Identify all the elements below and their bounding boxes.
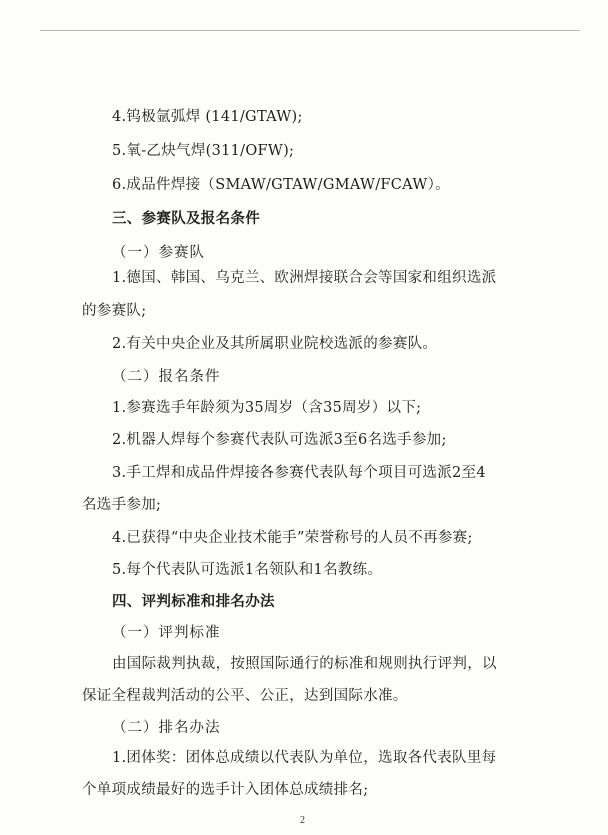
paragraph-line: 1.德国、韩国、乌克兰、欧洲焊接联合会等国家和组织选派 (112, 270, 497, 286)
paragraph-line: 个单项成绩最好的选手计入团体总成绩排名; (82, 782, 369, 798)
page-number: 2 (300, 815, 305, 826)
section-heading-judging: 四、评判标准和排名办法 (112, 594, 275, 610)
section-heading-teams: 三、参赛队及报名条件 (112, 211, 260, 227)
paragraph-line: 由国际裁判执裁，按照国际通行的标准和规则执行评判，以 (112, 656, 497, 672)
subheading-registration: （二）报名条件 (112, 369, 221, 385)
paragraph-line: 2.机器人焊每个参赛代表队可选派3至6名选手参加; (112, 432, 447, 448)
list-item-gtaw: 4.钨极氩弧焊 (141/GTAW); (112, 109, 303, 125)
paragraph-line: 的参赛队; (82, 303, 147, 319)
list-item-finished-welding: 6.成品件焊接（SMAW/GTAW/GMAW/FCAW）。 (112, 177, 450, 193)
list-item-ofw: 5.氧-乙炔气焊(311/OFW); (112, 143, 295, 159)
paragraph-line: 保证全程裁判活动的公平、公正，达到国际水准。 (82, 688, 408, 704)
subheading-ranking: （二）排名办法 (112, 720, 221, 736)
paragraph-line: 名选手参加; (82, 497, 162, 513)
paragraph-line: 1.团体奖：团体总成绩以代表队为单位，选取各代表队里每 (112, 750, 497, 766)
paragraph-line: 2.有关中央企业及其所属职业院校选派的参赛队。 (112, 336, 438, 352)
paragraph-line: 4.已获得“中央企业技术能手”荣誉称号的人员不再参赛; (112, 530, 473, 546)
header-rule (40, 30, 580, 31)
subheading-judging-standard: （一）评判标准 (112, 625, 221, 641)
paragraph-line: 1.参赛选手年龄须为35周岁（含35周岁）以下; (112, 400, 422, 416)
subheading-teams: （一）参赛队 (112, 245, 205, 261)
paragraph-line: 5.每个代表队可选派1名领队和1名教练。 (112, 562, 383, 578)
paragraph-line: 3.手工焊和成品件焊接各参赛代表队每个项目可选派2至4 (112, 465, 486, 481)
